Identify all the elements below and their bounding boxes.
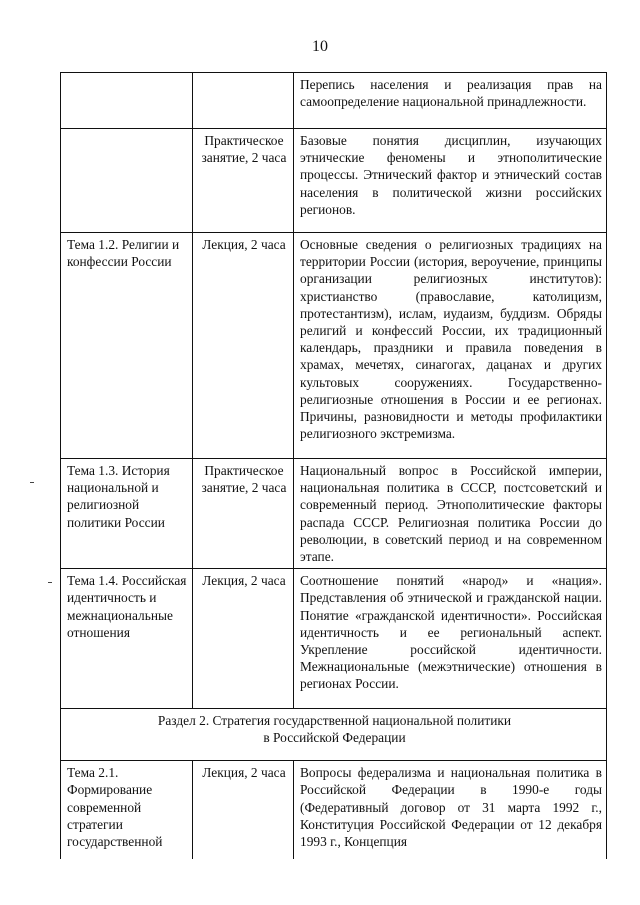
section-title-line: в Российской Федерации (263, 730, 406, 746)
topic-cell (61, 73, 193, 129)
lesson-type-cell: Лекция, 2 часа (193, 233, 294, 459)
topic-cell: Тема 1.4. Российская идентичность и межнациональные отношения (61, 569, 193, 709)
lesson-type-cell (193, 73, 294, 129)
curriculum-table (60, 72, 607, 859)
content-cell: Перепись населения и реализация прав на самоопределение национальной принадлежности. (294, 73, 607, 129)
table-row (61, 569, 607, 709)
table-row (61, 459, 607, 569)
margin-mark (48, 582, 52, 583)
page-number: 10 (312, 38, 328, 55)
lesson-type-cell: Практическое занятие, 2 часа (193, 459, 294, 569)
content-cell: Вопросы федерализма и национальная политика в Российской Федерации в 1990-е годы (Федеративный договор от 31 марта 1992 г., Конституция Российской Федерации от 12 декабря 1993 г., Концепция (294, 761, 607, 859)
lesson-type-cell: Лекция, 2 часа (193, 761, 294, 859)
section-row (61, 709, 607, 761)
lesson-type-cell: Практическое занятие, 2 часа (193, 129, 294, 233)
content-cell: Основные сведения о религиозных традициях на территории России (история, вероучение, принципы организации религиозных институтов): христианство (православие, католицизм, протестантизм), ислам, иудаизм, буддизм. Обряды религий и конфессий России, их традиционный календарь, праздники и правила поведения в храмах, мечетях, синагогах, дацанах и других культовых сооружениях. Государственно-религиозные отношения в России и ее регионах. Причины, разновидности и методы профилактики религиозного экстремизма. (294, 233, 607, 459)
table-row (61, 761, 607, 859)
content-cell: Базовые понятия дисциплин, изучающих этнические феномены и этнополитические процессы. Этнический фактор и этнический состав населения в политической жизни российских регионов. (294, 129, 607, 233)
content-cell: Национальный вопрос в Российской империи, национальная политика в СССР, постсоветский и современный период. Этнополитические факторы распада СССР. Религиозная политика России до революции, в советский период и на современном этапе. (294, 459, 607, 569)
section-title-line: Раздел 2. Стратегия государственной национальной политики (157, 713, 512, 729)
lesson-type-cell: Лекция, 2 часа (193, 569, 294, 709)
table-row (61, 233, 607, 459)
topic-cell: Тема 1.3. История национальной и религиозной политики России (61, 459, 193, 569)
section-heading (61, 709, 607, 761)
topic-cell: Тема 2.1. Формирование современной стратегии государственной (61, 761, 193, 859)
margin-mark (30, 482, 34, 483)
table-row (61, 73, 607, 129)
content-cell: Соотношение понятий «народ» и «нация». Представления об этнической и гражданской нации. Понятие «гражданской идентичности». Российская идентичность и ее региональный аспект. Укрепление российской идентичности. Межнациональные (межэтнические) отношения в регионах России. (294, 569, 607, 709)
topic-cell: Тема 1.2. Религии и конфессии России (61, 233, 193, 459)
topic-cell (61, 129, 193, 233)
table-row (61, 129, 607, 233)
